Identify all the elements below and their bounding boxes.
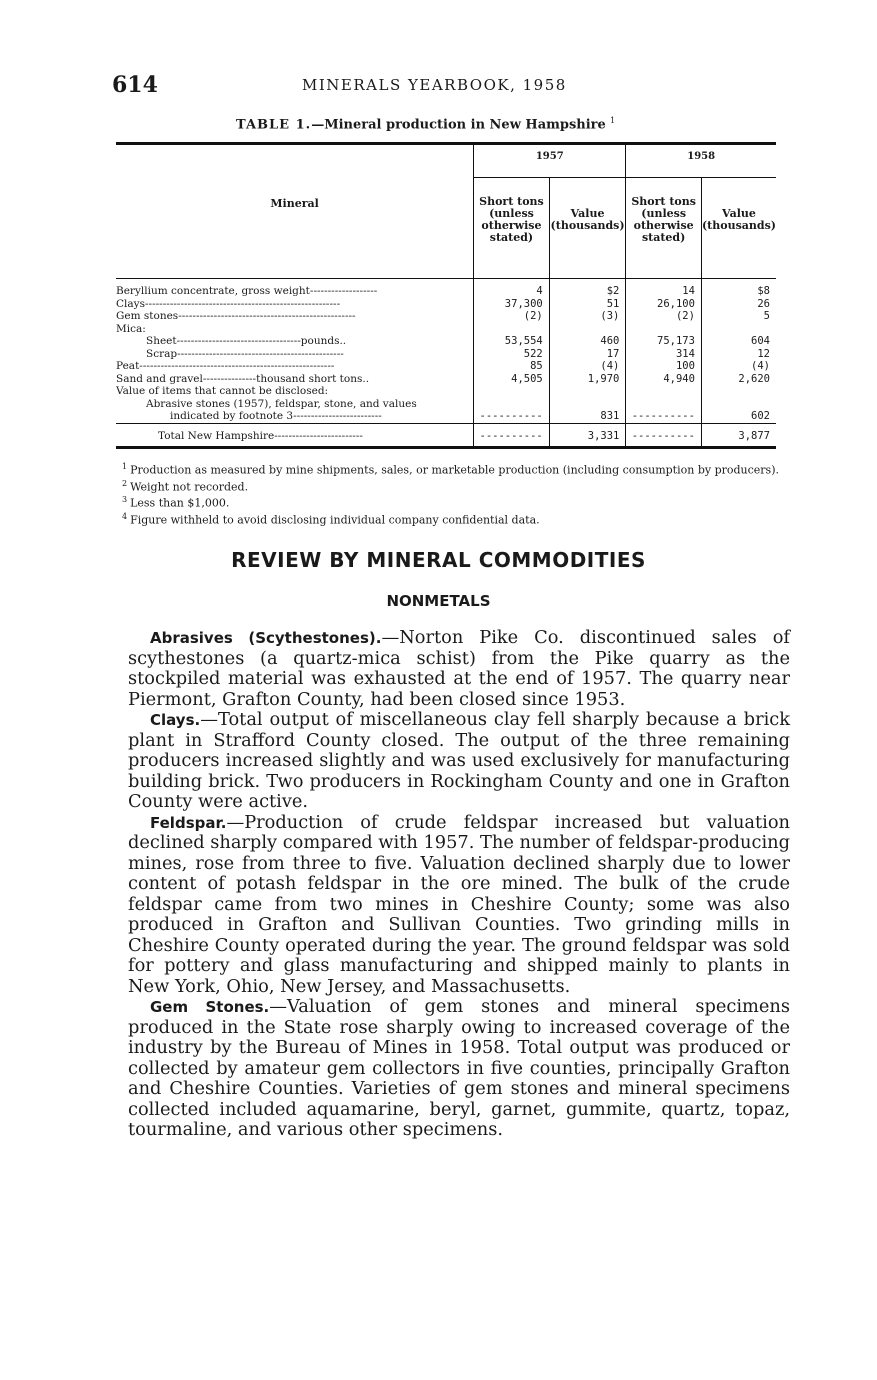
page-number: 614 bbox=[112, 72, 158, 98]
table-caption-footnote-mark: 1 bbox=[609, 116, 616, 125]
cell-value-1958: (4) bbox=[701, 360, 776, 373]
cell-value-1958: 604 bbox=[701, 335, 776, 348]
cell-value-1958: 26 bbox=[701, 298, 776, 311]
table-row bbox=[116, 385, 776, 398]
row-label: Sand and gravel bbox=[116, 372, 203, 385]
footnote-text: Less than $1,000. bbox=[130, 496, 230, 510]
cell-total-value-1958: 3,877 bbox=[701, 423, 776, 448]
row-label: Beryllium concentrate, gross weight bbox=[116, 285, 310, 297]
table-row: Scrap----------------------------------------------- 522 17 314 12 bbox=[116, 348, 776, 361]
paragraph-gem-stones bbox=[128, 997, 790, 1141]
table-row: indicated by footnote 3------------------------- ---------- 831 ---------- 602 bbox=[116, 410, 776, 423]
table-row: Gem stones-------------------------------------------------- (2) (3) (2) 5 bbox=[116, 310, 776, 323]
section-heading-nonmetals: NONMETALS bbox=[386, 592, 491, 610]
cell-value-1958 bbox=[701, 323, 776, 336]
cell-tons-1957: 85 bbox=[474, 360, 550, 373]
cell-value-1957: (4) bbox=[549, 360, 626, 373]
table-row: Sand and gravel---------------thousand short tons.. 4,505 1,970 4,940 2,620 bbox=[116, 373, 776, 386]
cell-tons-1957: 4 bbox=[474, 279, 550, 298]
column-header-short-tons-1957 bbox=[474, 178, 550, 279]
cell-value-1957: 51 bbox=[549, 298, 626, 311]
cell-tons-1957 bbox=[474, 323, 550, 336]
body-text bbox=[128, 628, 790, 1141]
paragraph-lead: Feldspar. bbox=[150, 813, 227, 832]
column-header-value-1957 bbox=[549, 178, 626, 279]
short-tons-line-4: stated) bbox=[489, 231, 534, 244]
cell-tons-1958: 100 bbox=[626, 360, 702, 373]
cell-total-value-1957: 3,331 bbox=[549, 423, 626, 448]
paragraph-lead: Clays. bbox=[150, 711, 201, 729]
row-label: Clays bbox=[116, 297, 145, 310]
cell-tons-1958: 26,100 bbox=[626, 298, 702, 311]
value-line-2: (thousands) bbox=[701, 219, 776, 232]
cell-value-1957: 1,970 bbox=[549, 373, 626, 386]
cell-tons-1957 bbox=[474, 385, 550, 398]
row-label: Scrap bbox=[146, 347, 178, 360]
cell-tons-1957: 4,505 bbox=[474, 373, 550, 386]
cell-tons-1957: 522 bbox=[474, 348, 550, 361]
cell-value-1957 bbox=[549, 385, 626, 398]
paragraph-lead: Gem Stones. bbox=[150, 998, 270, 1016]
cell-total-tons-1958: ---------- bbox=[626, 423, 702, 448]
cell-value-1957: 831 bbox=[549, 410, 626, 423]
cell-value-1958: 2,620 bbox=[701, 373, 776, 386]
paragraph-text: —Norton Pike Co. discontinued sales of scythestones (a quartz-mica schist) from the Pike quarry as the stockpiled material was exhausted at the end of 1957. The quarry near Piermont, Grafton County, had been closed since 1953. bbox=[128, 627, 790, 710]
table-row bbox=[116, 398, 776, 411]
footnote bbox=[122, 510, 786, 527]
table-row: Peat------------------------------------------------------- 85 (4) 100 (4) bbox=[116, 360, 776, 373]
column-header-value-1958 bbox=[701, 178, 776, 279]
row-label: Gem stones bbox=[116, 310, 179, 322]
footnote-text: Weight not recorded. bbox=[130, 480, 249, 494]
cell-tons-1958: 314 bbox=[626, 348, 702, 361]
row-label: Value of items that cannot be disclosed: bbox=[116, 385, 329, 397]
cell-tons-1957: 37,300 bbox=[474, 298, 550, 311]
paragraph-clays bbox=[128, 710, 790, 813]
short-tons-line-2: (unless bbox=[641, 207, 687, 220]
short-tons-line-2: (unless bbox=[489, 207, 534, 220]
column-header-short-tons-1958 bbox=[626, 178, 702, 279]
short-tons-line-3: otherwise bbox=[481, 219, 542, 232]
row-label: Sheet bbox=[146, 335, 177, 347]
footnote-text: Production as measured by mine shipments, sales, or marketable production (including consumption by producers). bbox=[130, 463, 779, 477]
cell-tons-1958: 4,940 bbox=[626, 373, 702, 386]
cell-tons-1957: 53,554 bbox=[474, 335, 550, 348]
cell-value-1957 bbox=[549, 398, 626, 411]
footnote-mark: 1 bbox=[122, 462, 128, 471]
cell-value-1957: (3) bbox=[549, 310, 626, 323]
table-caption bbox=[236, 116, 615, 132]
table-row: Beryllium concentrate, gross weight------------------- 4 $2 14 $8 bbox=[116, 279, 776, 298]
table-total-row: Total New Hampshire------------------------- ---------- 3,331 ---------- 3,877 bbox=[116, 423, 776, 448]
cell-value-1958 bbox=[701, 385, 776, 398]
paragraph-text: —Total output of miscellaneous clay fell sharply because a brick plant in Strafford County closed. The output of the three remaining producers increased slightly and was used exclusively for manufacturing building brick. Two producers in Rockingham County and one in Grafton County were active. bbox=[128, 709, 790, 812]
column-header-1958: 1958 bbox=[626, 144, 776, 178]
short-tons-line-1: Short tons bbox=[631, 195, 696, 208]
table-header-row-years bbox=[116, 144, 776, 178]
row-label: Mica: bbox=[116, 322, 146, 335]
cell-tons-1958: 14 bbox=[626, 279, 702, 298]
table-row bbox=[116, 323, 776, 336]
row-unit: pounds.. bbox=[300, 335, 347, 347]
table-caption-title: —Mineral production in New Hampshire bbox=[311, 117, 606, 133]
cell-value-1958: $8 bbox=[701, 279, 776, 298]
row-label: Peat bbox=[116, 360, 140, 372]
cell-tons-1957: (2) bbox=[474, 310, 550, 323]
cell-value-1958: 5 bbox=[701, 310, 776, 323]
paragraph-feldspar bbox=[128, 813, 790, 998]
short-tons-line-1: Short tons bbox=[479, 195, 544, 208]
cell-value-1957 bbox=[549, 323, 626, 336]
footnote-mark: 4 bbox=[122, 511, 128, 521]
running-head bbox=[112, 72, 782, 102]
column-header-mineral: Mineral bbox=[116, 144, 474, 279]
cell-tons-1957: ---------- bbox=[474, 410, 550, 423]
cell-value-1958: 602 bbox=[701, 410, 776, 423]
footnote-mark: 3 bbox=[122, 495, 128, 505]
footnote bbox=[122, 493, 786, 510]
paragraph-lead: Abrasives (Scythestones). bbox=[150, 629, 382, 647]
footnote bbox=[122, 460, 786, 477]
mineral-production-table bbox=[116, 142, 776, 449]
cell-value-1958: 12 bbox=[701, 348, 776, 361]
cell-total-tons-1957: ---------- bbox=[474, 423, 550, 448]
cell-tons-1958: ---------- bbox=[626, 410, 702, 423]
short-tons-line-4: stated) bbox=[641, 231, 686, 244]
footnote bbox=[122, 477, 786, 494]
value-line-1: Value bbox=[722, 207, 756, 220]
paragraph-text: —Production of crude feldspar increased but valuation declined sharply compared with 1957. The number of feldspar-producing mines, rose from three to five. Valuation declined sharply due to lower content of potash feldspar in the ore mined. The bulk of the crude feldspar came from two mines in Cheshire County; some was also produced in Grafton and Sullivan Counties. Two grinding mills in Cheshire County operated during the year. The ground feldspar was sold for pottery and glass manufacturing and shipped mainly to plants in New York, Ohio, New Jersey, and Massachusetts. bbox=[128, 811, 790, 997]
row-label: indicated by footnote 3 bbox=[170, 410, 294, 422]
book-title: MINERALS YEARBOOK, 1958 bbox=[302, 76, 567, 94]
paragraph-text: —Valuation of gem stones and mineral specimens produced in the State rose sharply owing to increased coverage of the industry by the Bureau of Mines in 1958. Total output was produced or collected by amateur gem collectors in five counties, principally Grafton and Cheshire Counties. Varieties of gem stones and mineral specimens collected included aquamarine, beryl, garnet, gummite, quartz, topaz, tourmaline, and various other specimens. bbox=[128, 996, 790, 1140]
section-heading-review: REVIEW BY MINERAL COMMODITIES bbox=[231, 548, 646, 572]
cell-tons-1957 bbox=[474, 398, 550, 411]
table-footnotes bbox=[122, 460, 786, 527]
cell-tons-1958 bbox=[626, 398, 702, 411]
value-line-2: (thousands) bbox=[550, 219, 625, 232]
table-row: Clays------------------------------------------------------- 37,300 51 26,100 26 bbox=[116, 298, 776, 311]
footnote-text: Figure withheld to avoid disclosing individual company confidential data. bbox=[130, 513, 540, 527]
cell-tons-1958 bbox=[626, 323, 702, 336]
value-line-1: Value bbox=[570, 207, 605, 220]
footnote-mark: 2 bbox=[122, 478, 128, 488]
total-label: Total New Hampshire bbox=[158, 429, 275, 442]
table-row: Sheet-----------------------------------pounds.. 53,554 460 75,173 604 bbox=[116, 335, 776, 348]
cell-tons-1958 bbox=[626, 385, 702, 398]
cell-value-1957: $2 bbox=[549, 279, 626, 298]
row-unit: thousand short tons.. bbox=[256, 372, 370, 385]
column-header-1957: 1957 bbox=[474, 144, 626, 178]
cell-tons-1958: 75,173 bbox=[626, 335, 702, 348]
paragraph-abrasives bbox=[128, 628, 790, 710]
cell-tons-1958: (2) bbox=[626, 310, 702, 323]
cell-value-1957: 17 bbox=[549, 348, 626, 361]
table-caption-lead: TABLE 1. bbox=[236, 117, 312, 133]
row-label: Abrasive stones (1957), feldspar, stone, and values bbox=[146, 397, 417, 410]
short-tons-line-3: otherwise bbox=[633, 219, 694, 232]
cell-value-1958 bbox=[701, 398, 776, 411]
cell-value-1957: 460 bbox=[549, 335, 626, 348]
